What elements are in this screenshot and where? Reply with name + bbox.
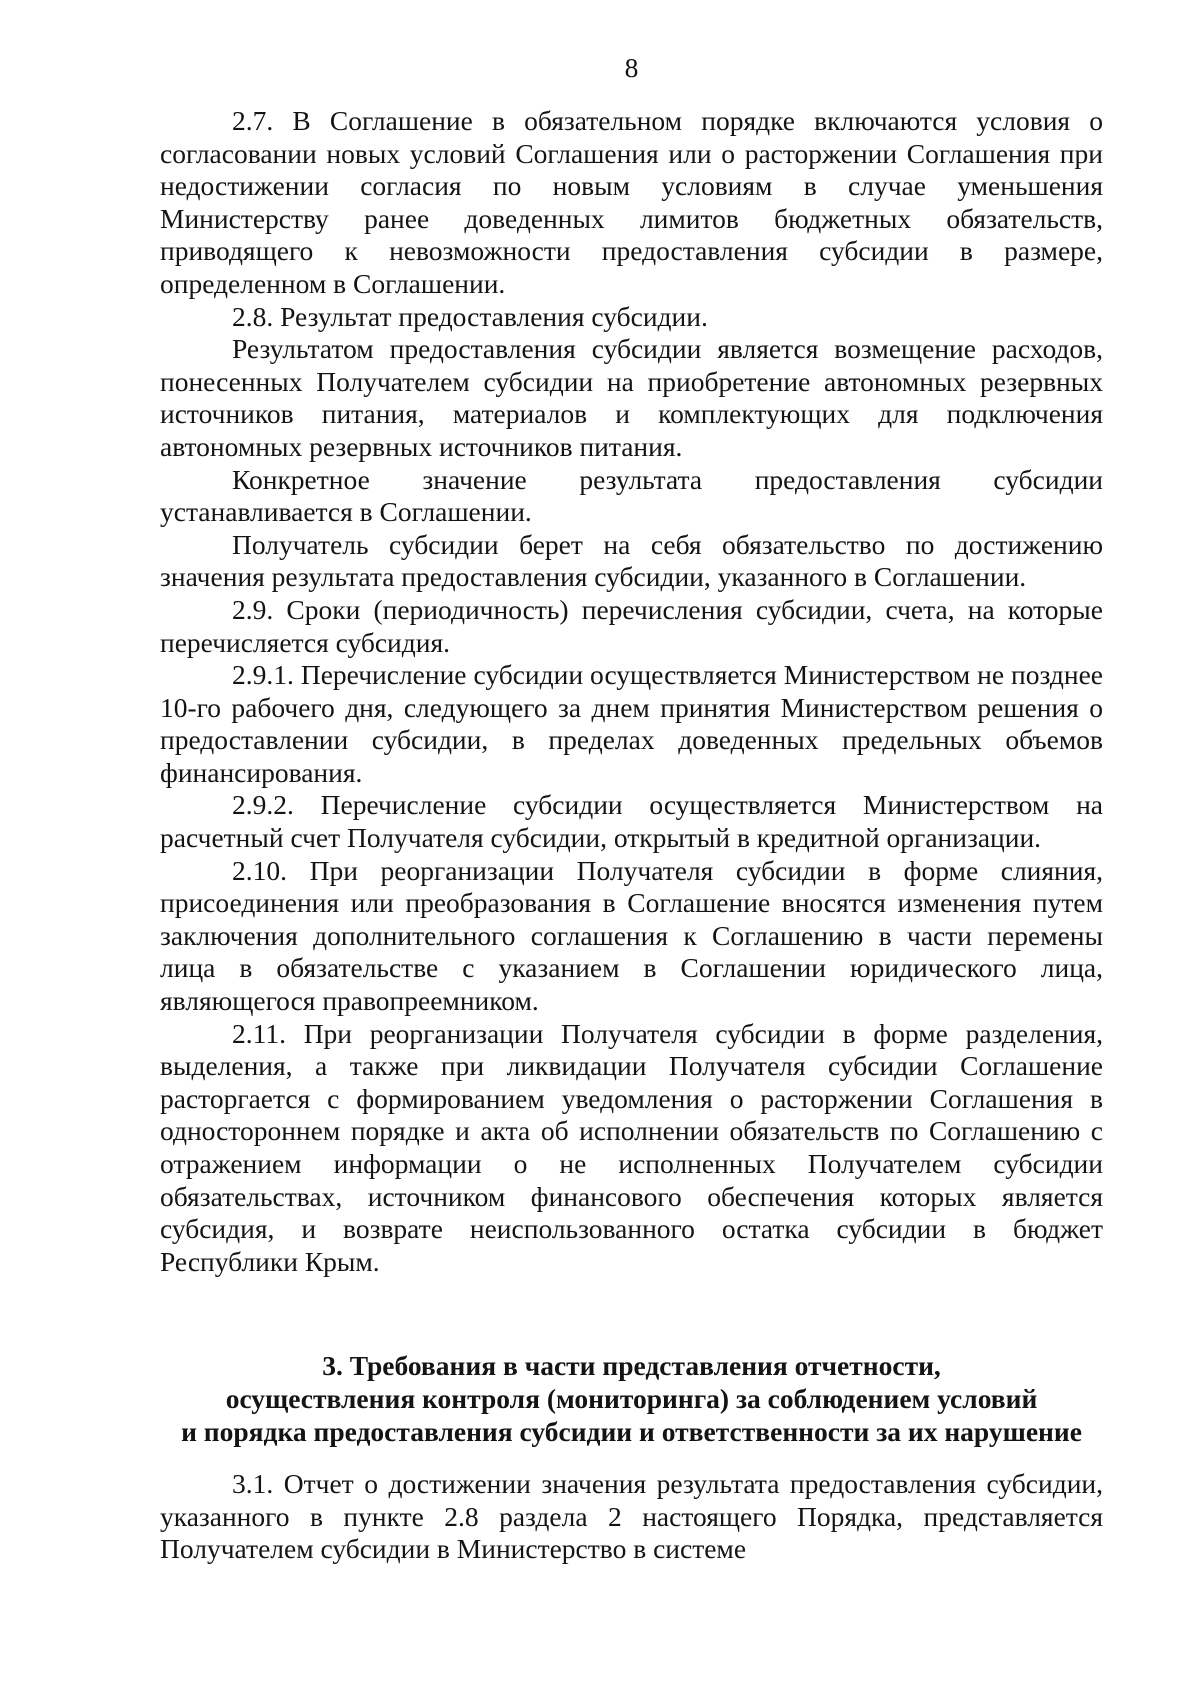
paragraph-2-8-result: Результатом предоставления субсидии является возмещение расходов, понесенных Получателем субсидии на приобретение автономных резервных источников питания, материалов и комплектующих для подключения автономных резервных источников питания.: [160, 333, 1103, 462]
paragraph-2-8-heading: 2.8. Результат предоставления субсидии.: [232, 300, 708, 332]
paragraph-2-8-obligation: Получатель субсидии берет на себя обязательство по достижению значения результата предоставления субсидии, указанного в Соглашении.: [160, 528, 1103, 593]
paragraph-3-1: 3.1. Отчет о достижении значения результата предоставления субсидии, указанного в пункте 2.8 раздела 2 настоящего Порядка, представляется Получателем субсидии в Министерство в системе: [160, 1468, 1103, 1565]
document-page: [160, 52, 1103, 1566]
paragraph-2-11: 2.11. При реорганизации Получателя субсидии в форме разделения, выделения, а также при ликвидации Получателя субсидии Соглашение расторгается с формированием уведомления о расторжении Соглашения в одностороннем порядке и акта об исполнении обязательств по Соглашению с отражением информации о не исполненных Получателем субсидии обязательствах, источником финансового обеспечения которых является субсидия, и возврате неиспользованного остатка субсидии в бюджет Республики Крым.: [160, 1017, 1103, 1277]
section-3-title: [160, 1350, 1103, 1448]
paragraph-2-9: 2.9. Сроки (периодичность) перечисления субсидии, счета, на которые перечисляется субсидия.: [160, 593, 1103, 658]
section-3-title-line-3: и порядка предоставления субсидии и ответственности за их нарушение: [181, 1415, 1082, 1447]
section-3-title-line-2: осуществления контроля (мониторинга) за соблюдением условий: [225, 1382, 1038, 1414]
page-number: 8: [624, 52, 639, 83]
paragraph-2-10: 2.10. При реорганизации Получателя субсидии в форме слияния, присоединения или преобразования в Соглашение вносятся изменения путем заключения дополнительного соглашения к Соглашению в части перемены лица в обязательстве с указанием в Соглашении юридического лица, являющегося правопреемником.: [160, 854, 1103, 1017]
paragraph-2-8-value: Конкретное значение результата предоставления субсидии устанавливается в Соглашении.: [160, 463, 1103, 528]
paragraph-2-7: 2.7. В Соглашение в обязательном порядке включаются условия о согласовании новых условий Соглашения или о расторжении Соглашения при недостижении согласия по новым условиям в случае уменьшения Министерству ранее доведенных лимитов бюджетных обязательств, приводящего к невозможности предоставления субсидии в размере, определенном в Соглашении.: [160, 105, 1103, 299]
paragraph-2-9-2: 2.9.2. Перечисление субсидии осуществляется Министерством на расчетный счет Получателя субсидии, открытый в кредитной организации.: [160, 789, 1103, 854]
section-3-title-line-1: 3. Требования в части представления отчетности,: [322, 1350, 941, 1382]
paragraph-2-9-1: 2.9.1. Перечисление субсидии осуществляется Министерством не позднее 10-го рабочего дня, следующего за днем принятия Министерством решения о предоставлении субсидии, в пределах доведенных предельных объемов финансирования.: [160, 659, 1103, 788]
